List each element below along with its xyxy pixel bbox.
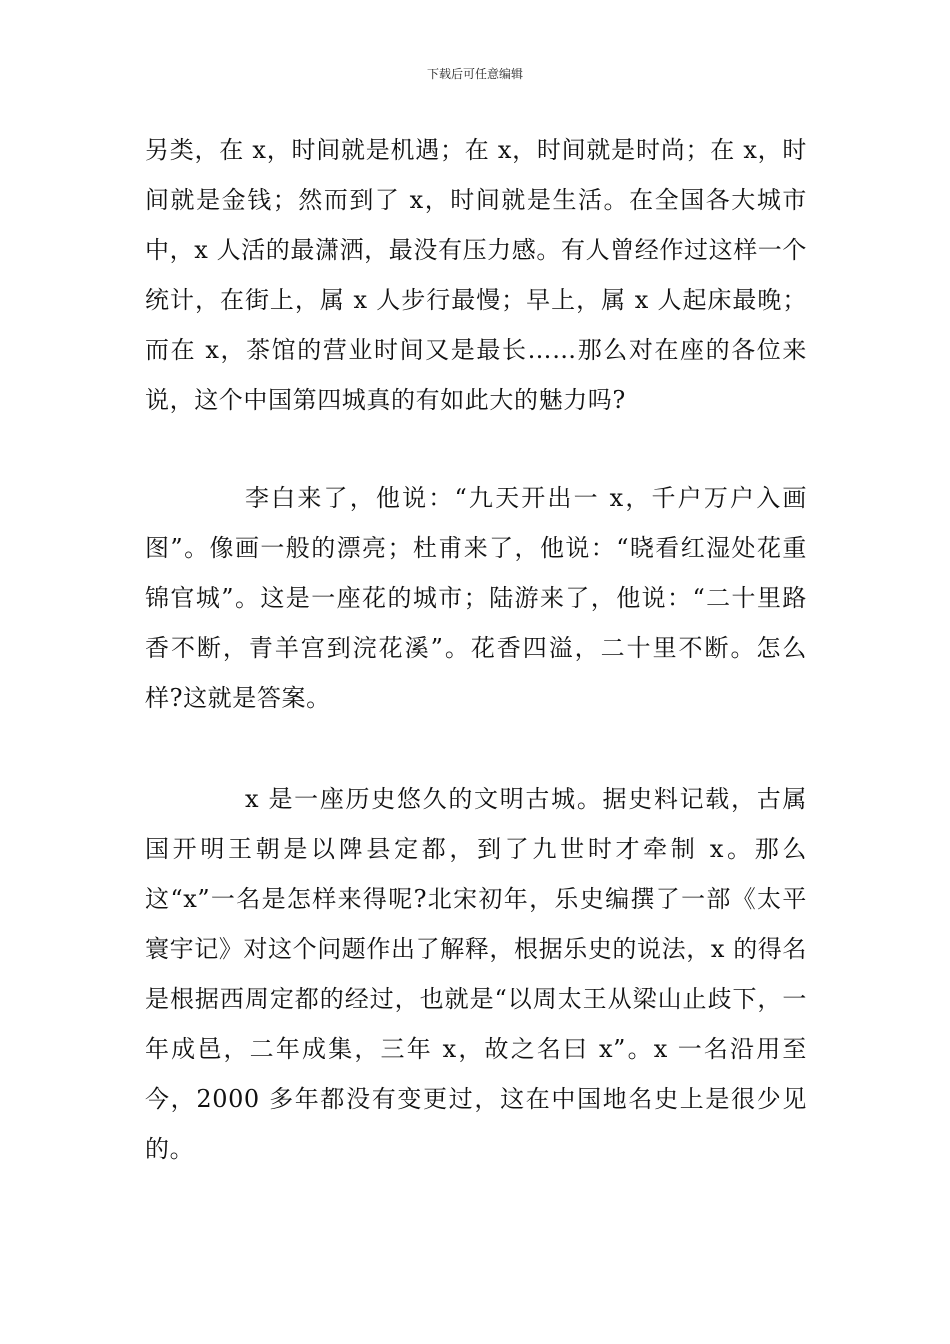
page-header: 下载后可任意编辑 xyxy=(426,67,523,81)
paragraph-3-text: x 是一座历史悠久的文明古城。据史料记载，古属国开明王朝是以陴县定都，到了九世时才牵制 x。那么这“x”一名是怎样来得呢?北宋初年，乐史编撰了一部《太平寰宇记》对这个问题作出了解释，根据乐史的说法，x 的得名是根据西周定都的经过，也就是“以周太王从梁山止歧下，一年成邑，二年成集，三年 x，故之名曰 x”。x 一名沿用至今，2000 多年都没有变更过，这在中国地名史上是很少见的。 xyxy=(145,785,807,1163)
paragraph-1-text: 另类，在 x，时间就是机遇；在 x，时间就是时尚；在 x，时间就是金钱；然而到了 x，时间就是生活。在全国各大城市中，x 人活的最潇洒，最没有压力感。有人曾经作过这样一个统计，在街上，属 x 人步行最慢；早上，属 x 人起床最晚；而在 x，茶馆的营业时间又是最长……那么对在座的各位来说，这个中国第四城真的有如此大的魅力吗? xyxy=(145,136,807,414)
paragraph-3 xyxy=(145,774,807,1174)
paragraph-1 xyxy=(145,125,807,425)
paragraph-2-text: 李白来了，他说：“九天开出一 x，千户万户入画图”。像画一般的漂亮；杜甫来了，他说：“晓看红湿处花重锦官城”。这是一座花的城市；陆游来了，他说：“二十里路香不断，青羊宫到浣花溪”。花香四溢，二十里不断。怎么样?这就是答案。 xyxy=(145,484,807,712)
paragraph-2 xyxy=(145,473,807,723)
